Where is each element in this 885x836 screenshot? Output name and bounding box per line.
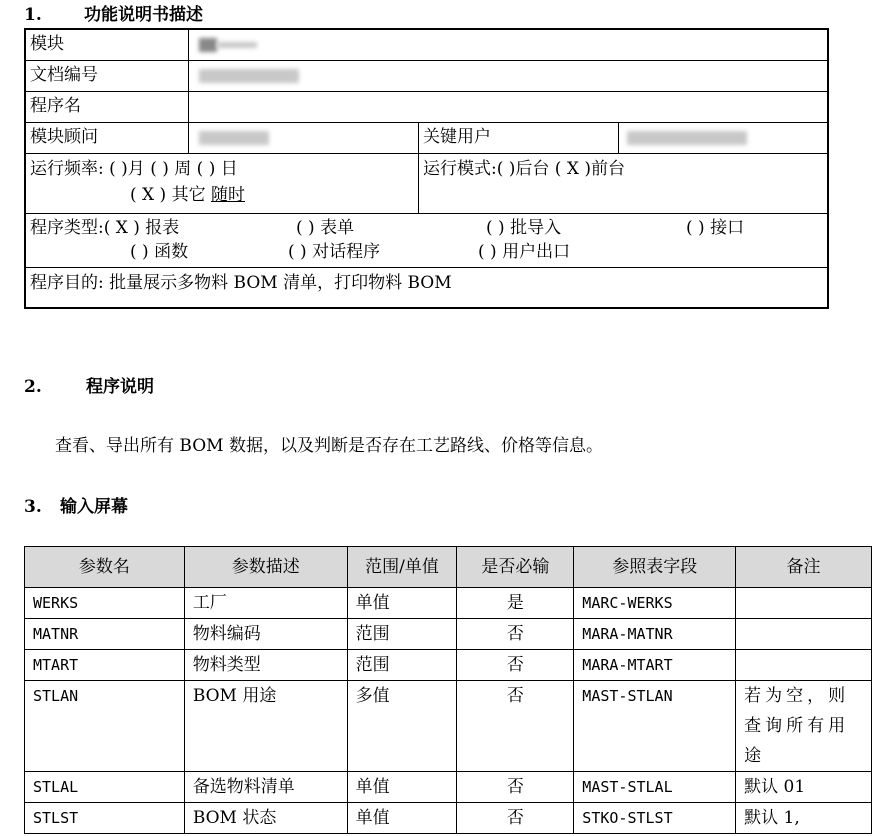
param-name: MATNR	[25, 619, 185, 650]
param-ref-field: MAST-STLAL	[574, 772, 736, 803]
section-number: 2.	[24, 377, 42, 397]
program-type-cell	[26, 214, 827, 267]
param-name: STLST	[25, 803, 185, 834]
frequency-cell	[26, 154, 419, 213]
param-desc: BOM 状态	[184, 803, 347, 834]
row-program-name	[26, 92, 827, 123]
param-range: 单值	[347, 772, 457, 803]
section-title: 功能说明书描述	[84, 5, 203, 25]
mode-label: 运行模式:( )后台 ( X )前台	[423, 159, 625, 179]
row-purpose	[26, 268, 827, 307]
table-row	[25, 803, 872, 834]
param-required: 是	[457, 588, 574, 619]
row-consultant	[26, 123, 827, 154]
param-note: 默认 01	[736, 772, 872, 803]
frequency-other-label: ( X ) 其它	[130, 185, 211, 205]
column-header: 参照表字段	[574, 547, 736, 588]
param-required: 否	[457, 803, 574, 834]
key-user-value	[618, 123, 827, 153]
param-name: WERKS	[25, 588, 185, 619]
param-required: 否	[457, 619, 574, 650]
program-name-label: 程序名	[30, 96, 81, 116]
row-program-type	[26, 214, 827, 268]
section-number: 3.	[24, 497, 42, 517]
param-note	[736, 588, 872, 619]
type-batch-import: ( ) 批导入	[486, 218, 562, 238]
section-title: 程序说明	[86, 377, 154, 397]
param-desc: BOM 用途	[184, 681, 347, 772]
table-header-row	[25, 547, 872, 588]
section-1-heading	[24, 0, 203, 25]
section-2-heading	[24, 372, 154, 397]
table-row	[25, 619, 872, 650]
row-frequency-mode	[26, 154, 827, 214]
param-range: 单值	[347, 803, 457, 834]
purpose-text: 程序目的: 批量展示多物料 BOM 清单，打印物料 BOM	[30, 273, 452, 293]
redacted-value	[199, 131, 269, 145]
param-ref-field: STKO-STLST	[574, 803, 736, 834]
param-note	[736, 650, 872, 681]
param-ref-field: MARC-WERKS	[574, 588, 736, 619]
consultant-label: 模块顾问	[30, 127, 98, 147]
param-ref-field: MAST-STLAN	[574, 681, 736, 772]
param-required: 否	[457, 681, 574, 772]
param-desc: 工厂	[184, 588, 347, 619]
spec-table	[24, 28, 829, 309]
program-name-value	[188, 92, 827, 122]
column-header: 备注	[736, 547, 872, 588]
param-range: 多值	[347, 681, 457, 772]
frequency-line-1: 运行频率: ( )月 ( ) 周 ( ) 日	[30, 159, 238, 179]
type-user-exit: ( ) 用户出口	[478, 242, 571, 262]
section-title: 输入屏幕	[60, 497, 128, 517]
table-row	[25, 588, 872, 619]
type-function: ( ) 函数	[130, 242, 189, 262]
param-desc: 备选物料清单	[184, 772, 347, 803]
type-interface: ( ) 接口	[686, 218, 745, 238]
key-user-label: 关键用户	[418, 123, 619, 153]
param-required: 否	[457, 650, 574, 681]
param-note: 若为空，则查询所有用途	[736, 681, 872, 772]
table-row	[25, 650, 872, 681]
consultant-value	[188, 123, 419, 153]
redacted-value	[217, 42, 257, 48]
param-range: 范围	[347, 650, 457, 681]
param-ref-field: MARA-MATNR	[574, 619, 736, 650]
param-note: 默认 1,	[736, 803, 872, 834]
type-form: ( ) 表单	[296, 218, 355, 238]
column-header: 是否必输	[457, 547, 574, 588]
param-name: MTART	[25, 650, 185, 681]
doc-no-value	[188, 61, 827, 91]
param-name: STLAL	[25, 772, 185, 803]
column-header: 参数描述	[184, 547, 347, 588]
frequency-other-value: 随时	[210, 185, 245, 205]
param-range: 单值	[347, 588, 457, 619]
param-desc: 物料类型	[184, 650, 347, 681]
param-note	[736, 619, 872, 650]
module-label: 模块	[30, 34, 64, 54]
table-row	[25, 772, 872, 803]
param-desc: 物料编码	[184, 619, 347, 650]
param-ref-field: MARA-MTART	[574, 650, 736, 681]
frequency-line-2	[30, 182, 419, 208]
param-range: 范围	[347, 619, 457, 650]
type-dialog: ( ) 对话程序	[288, 242, 381, 262]
section-number: 1.	[24, 5, 42, 25]
doc-no-label: 文档编号	[30, 65, 98, 85]
column-header: 参数名	[25, 547, 185, 588]
param-name: STLAN	[25, 681, 185, 772]
module-value	[188, 30, 827, 60]
row-module	[26, 30, 827, 61]
row-doc-no	[26, 61, 827, 92]
redacted-value	[199, 38, 217, 52]
column-header: 范围/单值	[347, 547, 457, 588]
redacted-value	[199, 69, 299, 83]
type-report: 程序类型:( X ) 报表	[30, 218, 180, 238]
section-3-heading	[24, 492, 128, 517]
input-params-table	[24, 546, 872, 834]
table-row	[25, 681, 872, 772]
program-description: 查看、导出所有 BOM 数据，以及判断是否存在工艺路线、价格等信息。	[55, 436, 603, 456]
param-required: 否	[457, 772, 574, 803]
mode-cell	[418, 154, 827, 213]
redacted-value	[627, 131, 747, 145]
